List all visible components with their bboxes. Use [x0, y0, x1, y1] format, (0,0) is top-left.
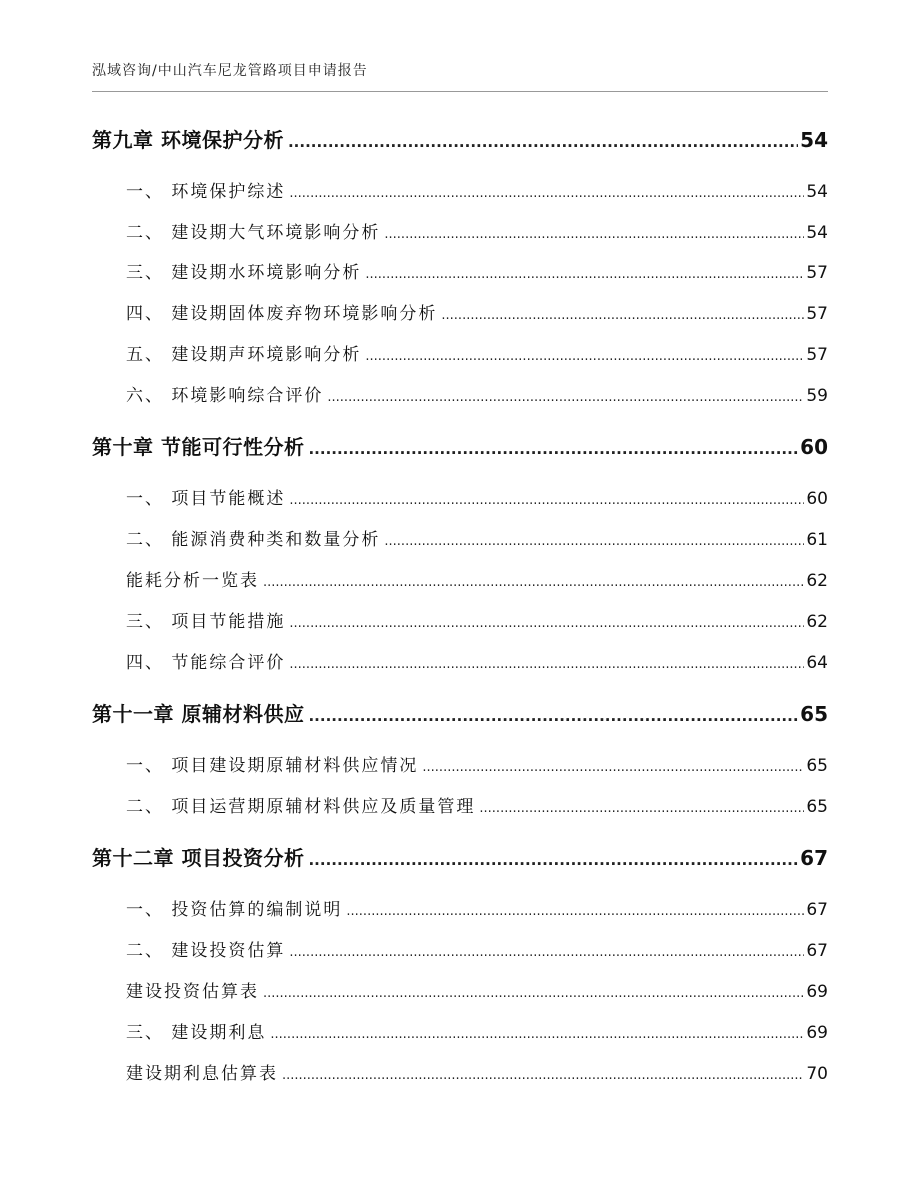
toc-section[interactable] — [92, 299, 828, 324]
dot-leader — [288, 133, 798, 151]
toc-page-number: 57 — [806, 263, 828, 283]
toc-page-number: 67 — [806, 900, 828, 920]
toc-section[interactable] — [92, 177, 828, 202]
dot-leader — [270, 1027, 804, 1042]
toc-chapter-10[interactable] — [92, 431, 828, 460]
toc-entry-label: 四、 节能综合评价 — [126, 653, 286, 673]
toc-entry-label: 第十一章 原辅材料供应 — [92, 702, 305, 726]
toc-entry-label: 二、 项目运营期原辅材料供应及质量管理 — [126, 797, 476, 817]
toc-page-number: 54 — [806, 223, 828, 243]
toc-entry-label: 第十二章 项目投资分析 — [92, 846, 305, 870]
toc-entry-label: 能耗分析一览表 — [126, 571, 259, 591]
toc-page-number: 69 — [806, 982, 828, 1002]
toc-page-number: 64 — [806, 653, 828, 673]
toc-section[interactable] — [92, 218, 828, 243]
dot-leader — [263, 575, 804, 590]
toc-entry-label: 第九章 环境保护分析 — [92, 128, 284, 152]
toc-entry-label: 建设期利息估算表 — [126, 1064, 278, 1084]
toc-table-entry[interactable] — [92, 1059, 828, 1084]
toc-entry-label: 一、 环境保护综述 — [126, 182, 286, 202]
toc-page-number: 62 — [806, 571, 828, 591]
toc-section[interactable] — [92, 751, 828, 776]
dot-leader — [384, 534, 804, 549]
toc-entry-label: 一、 项目节能概述 — [126, 489, 286, 509]
toc-entry-label: 三、 项目节能措施 — [126, 612, 286, 632]
dot-leader — [289, 616, 804, 631]
dot-leader — [346, 904, 804, 919]
toc-chapter-11[interactable] — [92, 698, 828, 727]
toc-section[interactable] — [92, 936, 828, 961]
dot-leader — [308, 707, 798, 725]
toc-section[interactable] — [92, 648, 828, 673]
dot-leader — [289, 493, 804, 508]
toc-section[interactable] — [92, 381, 828, 406]
toc-page-number: 65 — [806, 797, 828, 817]
toc-table-entry[interactable] — [92, 566, 828, 591]
toc-entry-label: 四、 建设期固体废弃物环境影响分析 — [126, 304, 438, 324]
toc-page-number: 67 — [800, 846, 828, 870]
dot-leader — [282, 1068, 804, 1083]
toc-entry-label: 建设投资估算表 — [126, 982, 259, 1002]
toc-section[interactable] — [92, 895, 828, 920]
toc-table-entry[interactable] — [92, 977, 828, 1002]
toc-page-number: 54 — [800, 128, 828, 152]
toc-page-number: 57 — [806, 304, 828, 324]
toc-page-number: 65 — [806, 756, 828, 776]
toc-page-number: 67 — [806, 941, 828, 961]
toc-page-number: 61 — [806, 530, 828, 550]
toc-page-number: 69 — [806, 1023, 828, 1043]
dot-leader — [289, 945, 804, 960]
running-header: 泓域咨询/中山汽车尼龙管路项目申请报告 — [92, 63, 368, 79]
toc-page-number: 60 — [806, 489, 828, 509]
dot-leader — [441, 308, 804, 323]
toc-entry-label: 一、 项目建设期原辅材料供应情况 — [126, 756, 419, 776]
toc-chapter-12[interactable] — [92, 842, 828, 871]
dot-leader — [289, 657, 804, 672]
toc-page-number: 65 — [800, 702, 828, 726]
toc-entry-label: 二、 能源消费种类和数量分析 — [126, 530, 381, 550]
dot-leader — [308, 851, 798, 869]
toc-entry-label: 三、 建设期水环境影响分析 — [126, 263, 362, 283]
toc-section[interactable] — [92, 1018, 828, 1043]
dot-leader — [327, 390, 804, 405]
dot-leader — [422, 760, 804, 775]
toc-page-number: 57 — [806, 345, 828, 365]
dot-leader — [365, 267, 804, 282]
dot-leader — [479, 801, 804, 816]
toc-page-number: 70 — [806, 1064, 828, 1084]
dot-leader — [365, 349, 804, 364]
dot-leader — [308, 440, 798, 458]
toc-page-number: 60 — [800, 435, 828, 459]
toc-chapter-9[interactable] — [92, 124, 828, 153]
toc-section[interactable] — [92, 484, 828, 509]
toc-page-number: 59 — [806, 386, 828, 406]
toc-entry-label: 五、 建设期声环境影响分析 — [126, 345, 362, 365]
toc-page-number: 54 — [806, 182, 828, 202]
toc-entry-label: 二、 建设期大气环境影响分析 — [126, 223, 381, 243]
toc-page-number: 62 — [806, 612, 828, 632]
toc-entry-label: 二、 建设投资估算 — [126, 941, 286, 961]
header-rule — [92, 91, 828, 92]
toc-entry-label: 三、 建设期利息 — [126, 1023, 267, 1043]
dot-leader — [289, 186, 804, 201]
toc-section[interactable] — [92, 525, 828, 550]
toc-entry-label: 一、 投资估算的编制说明 — [126, 900, 343, 920]
toc-entry-label: 第十章 节能可行性分析 — [92, 435, 305, 459]
toc-section[interactable] — [92, 792, 828, 817]
toc-entry-label: 六、 环境影响综合评价 — [126, 386, 324, 406]
toc-section[interactable] — [92, 340, 828, 365]
dot-leader — [263, 986, 804, 1001]
toc-section[interactable] — [92, 258, 828, 283]
dot-leader — [384, 227, 804, 242]
toc-section[interactable] — [92, 607, 828, 632]
